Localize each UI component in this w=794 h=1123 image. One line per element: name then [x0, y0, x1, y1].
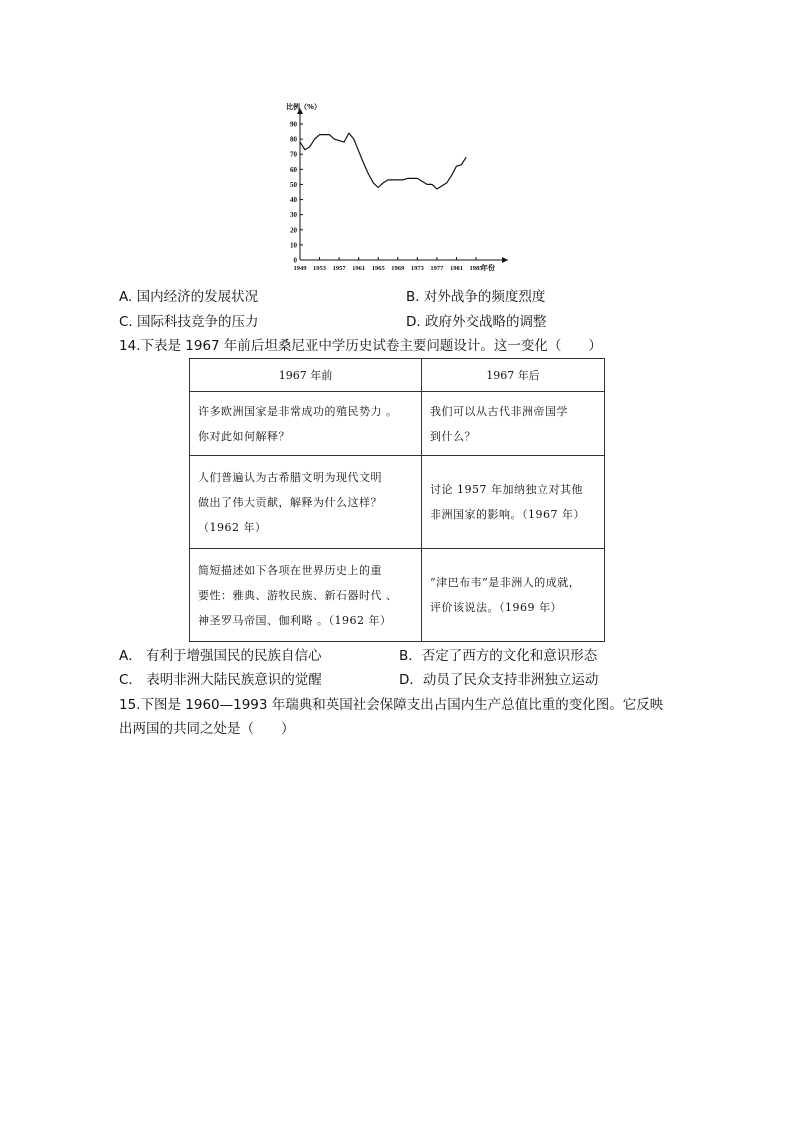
- table-cell-before: [190, 392, 422, 456]
- cell-line: “津巴布韦”是非洲人的成就，: [430, 576, 581, 589]
- q14-table: [189, 358, 605, 642]
- y-tick-label: 80: [290, 135, 297, 144]
- cell-line: 神圣罗马帝国、伽利略 。（1962 年）: [198, 613, 392, 627]
- table-cell-after: [422, 392, 605, 456]
- x-tick-label: 1981: [449, 265, 463, 272]
- cell-line: 简短描述如下各项在世界历史上的重: [198, 563, 382, 577]
- q14-option-a[interactable]: A． 有利于增强国民的民族自信心: [119, 648, 322, 664]
- q13-option-c[interactable]: C. 国际科技竞争的压力: [119, 314, 259, 330]
- x-tick-label: 1973: [410, 265, 424, 272]
- q13-option-a[interactable]: A. 国内经济的发展状况: [119, 289, 259, 305]
- y-tick-label: 10: [290, 241, 297, 250]
- q15-stem-line1: 15.下图是 1960—1993 年瑞典和英国社会保障支出占国内生产总值比重的变化图。它反映: [119, 697, 664, 713]
- cell-line: 做出了伟大贡献，解释为什么这样？: [198, 495, 382, 509]
- y-tick-label: 50: [290, 180, 297, 189]
- cell-line: （1962 年）: [198, 520, 267, 534]
- q14-option-b[interactable]: B．否定了西方的文化和意识形态: [399, 648, 598, 664]
- x-tick-label: 1985: [469, 265, 483, 272]
- header-after-1967: 1967 年后: [422, 359, 605, 392]
- x-tick-label: 1965: [371, 265, 385, 272]
- y-axis-label: 比例（%）: [286, 103, 322, 111]
- table-header-row: [190, 359, 605, 392]
- table-row: [190, 392, 605, 456]
- cell-line: 评价该说法。（1969 年）: [430, 601, 562, 614]
- x-tick-label: 1953: [313, 265, 327, 272]
- q14-stem: 14.下表是 1967 年前后坦桑尼亚中学历史试卷主要问题设计。这一变化（ ）: [119, 338, 602, 354]
- y-tick-label: 70: [290, 150, 297, 159]
- cell-line: 讨论 1957 年加纳独立对其他: [430, 483, 583, 496]
- table-row: [190, 456, 605, 549]
- cell-line: 非洲国家的影响。（1967 年）: [430, 508, 585, 521]
- q15-stem-line2: 出两国的共同之处是（ ）: [119, 721, 295, 737]
- cell-line: 要性：雅典、游牧民族、新石器时代 、: [198, 588, 398, 602]
- y-tick-label: 60: [290, 165, 297, 174]
- cell-line: 到什么？: [430, 429, 476, 443]
- table-cell-before: [190, 549, 422, 642]
- x-tick-label: 1957: [332, 265, 346, 272]
- q14-option-c[interactable]: C． 表明非洲大陆民族意识的觉醒: [119, 672, 322, 688]
- x-tick-label: 1961: [352, 265, 366, 272]
- y-tick-label: 30: [290, 211, 297, 220]
- ratio-line-chart: [282, 100, 522, 276]
- cell-line: 许多欧洲国家是非常成功的殖民势力 。: [198, 404, 398, 418]
- q14-option-d[interactable]: D．动员了民众支持非洲独立运动: [399, 672, 599, 688]
- y-tick-label: 40: [290, 196, 297, 205]
- chart-svg: [282, 100, 522, 276]
- x-axis-label: 年份: [481, 264, 495, 272]
- table-cell-after: [422, 549, 605, 642]
- header-before-1967: 1967 年前: [190, 359, 422, 392]
- x-tick-label: 1949: [293, 265, 307, 272]
- q13-option-b[interactable]: B. 对外战争的频度烈度: [406, 289, 546, 305]
- x-tick-label: 1977: [430, 265, 444, 272]
- q13-option-d[interactable]: D. 政府外交战略的调整: [406, 314, 547, 330]
- table-cell-after: [422, 456, 605, 549]
- x-axis-arrow: [502, 257, 508, 263]
- y-tick-label: 90: [290, 120, 297, 129]
- cell-line: 你对此如何解释？: [198, 429, 290, 443]
- table-cell-before: [190, 456, 422, 549]
- y-tick-label: 20: [290, 226, 297, 235]
- x-tick-label: 1969: [391, 265, 405, 272]
- cell-line: 人们普遍认为古希腊文明为现代文明: [198, 470, 382, 484]
- table-row: [190, 549, 605, 642]
- cell-line: 我们可以从古代非洲帝国学: [430, 404, 568, 418]
- data-series-line: [300, 133, 466, 189]
- y-tick-label: 0: [293, 256, 297, 265]
